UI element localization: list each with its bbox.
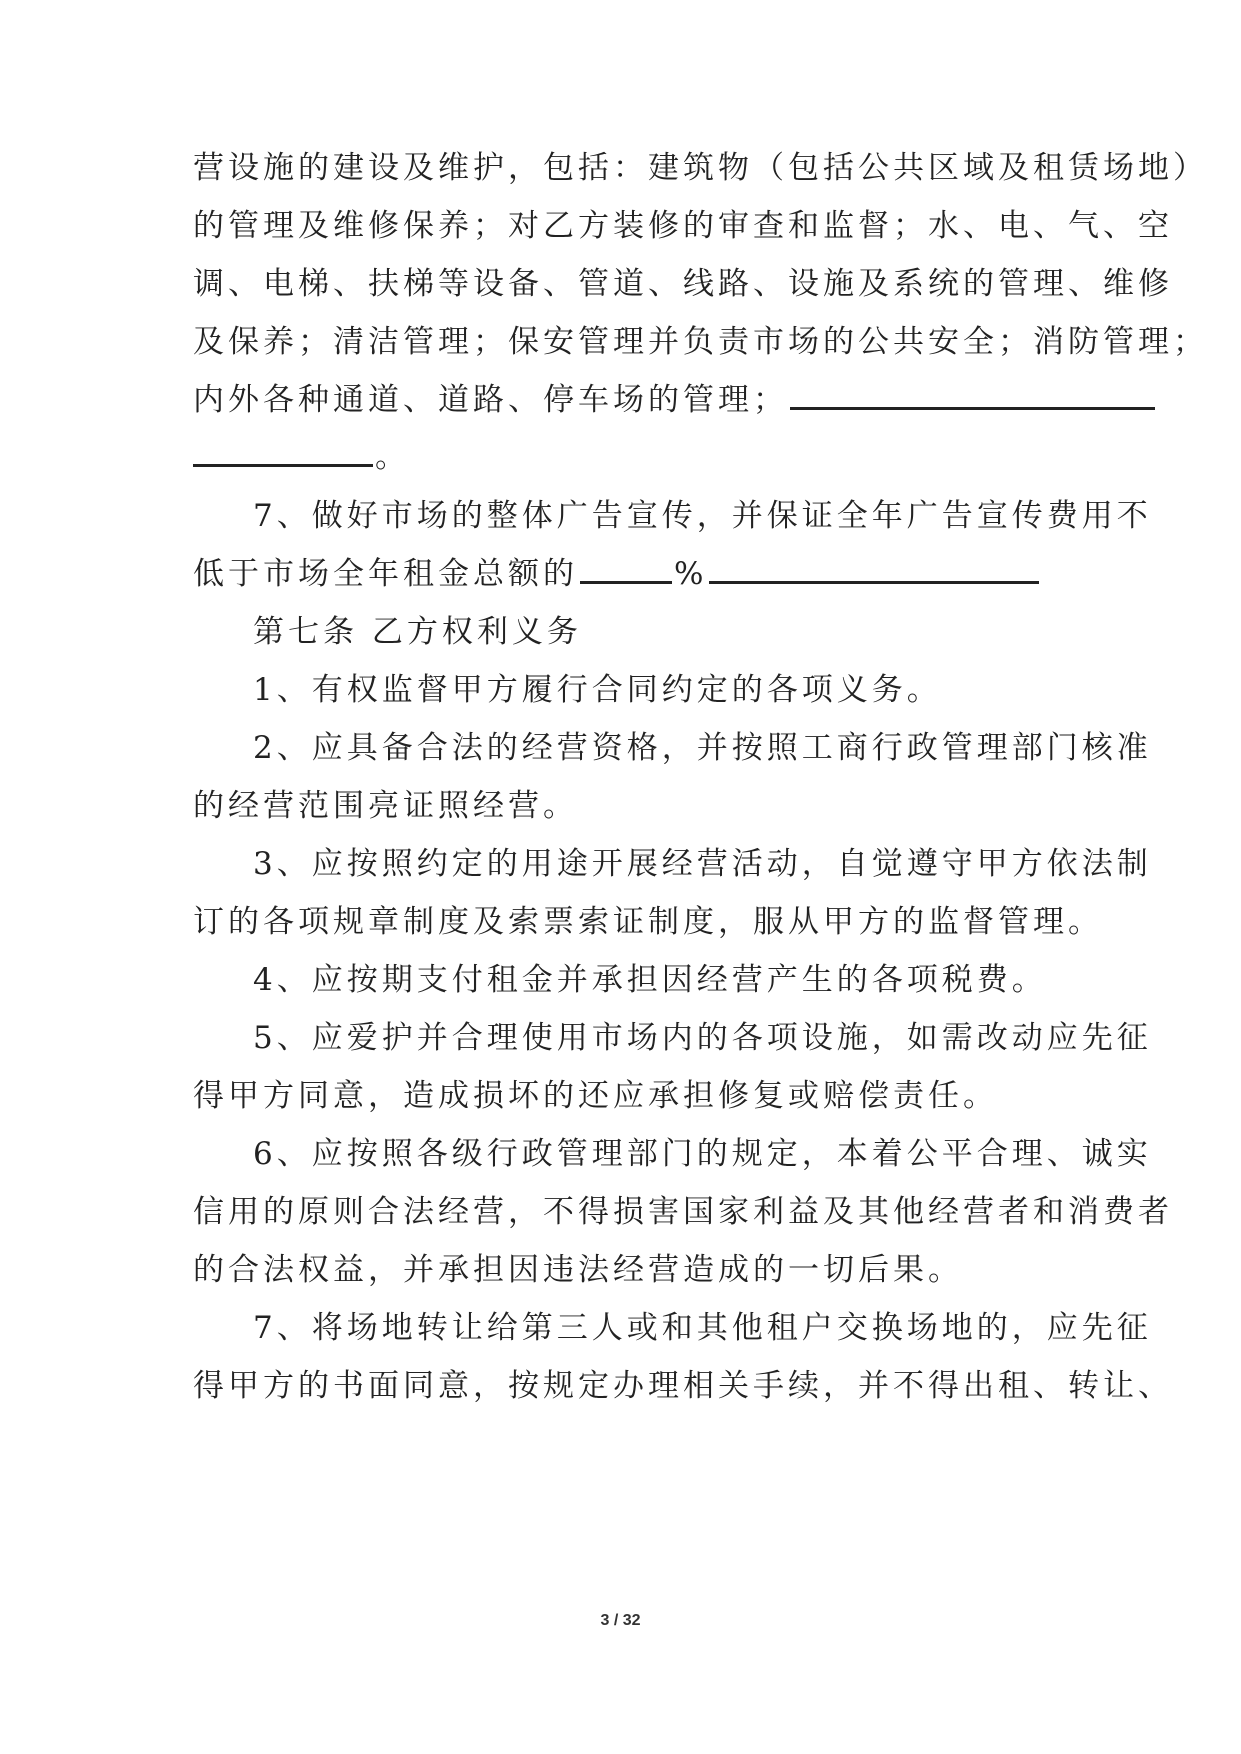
text-line [193,206,1173,246]
line-text: 的经营范围亮证照经营。 [193,788,578,824]
clause-item-1 [253,670,1065,710]
line-text: 得甲方的书面同意，按规定办理相关手续，并不得出租、转让、 [193,1368,1173,1404]
line-text: 低于市场全年租金总额的 [193,556,578,592]
clause-item-6 [253,1134,1152,1174]
line-text: 6、应按照各级行政管理部门的规定，本着公平合理、诚实 [253,1136,1152,1172]
text-line [193,1076,1065,1116]
line-text: 订的各项规章制度及索票索证制度，服从甲方的监督管理。 [193,904,1103,940]
percent-sign: % [674,556,708,592]
percentage-blank [580,555,672,584]
text-line [193,554,1065,594]
article-heading [253,612,1065,652]
line-text: 得甲方同意，造成损坏的还应承担修复或赔偿责任。 [193,1078,998,1114]
line-text: 及保养；清洁管理；保安管理并负责市场的公共安全；消防管理； [193,324,1208,360]
line-text: 4、应按期支付租金并承担因经营产生的各项税费。 [253,962,1047,998]
clause-item-4 [253,960,1065,1000]
clause-item-3 [253,844,1152,884]
text-line [193,1192,1173,1232]
line-text: 7、做好市场的整体广告宣传，并保证全年广告宣传费用不 [253,498,1152,534]
line-text: 内外各种通道、道路、停车场的管理； [193,382,788,418]
clause-item-2 [253,728,1152,768]
line-text: 的管理及维修保养；对乙方装修的审查和监督；水、电、气、空 [193,208,1173,244]
line-text: 信用的原则合法经营，不得损害国家利益及其他经营者和消费者 [193,1194,1173,1230]
line-text: 的合法权益，并承担因违法经营造成的一切后果。 [193,1252,963,1288]
text-line [193,322,1208,362]
line-text: 1、有权监督甲方履行合同约定的各项义务。 [253,672,942,708]
fill-in-blank [709,555,1039,584]
text-line [193,437,1065,477]
text-line [193,902,1103,942]
fill-in-blank [193,438,373,467]
text-line [193,380,1065,420]
heading-text: 第七条 乙方权利义务 [253,614,582,650]
line-text: 5、应爱护并合理使用市场内的各项设施，如需改动应先征 [253,1020,1152,1056]
text-line [193,264,1173,304]
text-line [193,1366,1173,1406]
text-line [193,148,1208,188]
line-text: 2、应具备合法的经营资格，并按照工商行政管理部门核准 [253,730,1152,766]
line-text: 营设施的建设及维护，包括：建筑物（包括公共区域及租赁场地） [193,150,1208,186]
clause-item-7 [253,496,1152,536]
fill-in-blank [790,381,1155,410]
page-number: 3 / 32 [600,1612,641,1629]
text-line [193,786,1065,826]
text-line [193,1250,1065,1290]
clause-item-5 [253,1018,1152,1058]
line-text: 调、电梯、扶梯等设备、管道、线路、设施及系统的管理、维修 [193,266,1173,302]
line-text: 3、应按照约定的用途开展经营活动，自觉遵守甲方依法制 [253,846,1152,882]
line-text: 。 [375,439,410,475]
line-text: 7、将场地转让给第三人或和其他租户交换场地的，应先征 [253,1310,1152,1346]
clause-item-7b [253,1308,1152,1348]
